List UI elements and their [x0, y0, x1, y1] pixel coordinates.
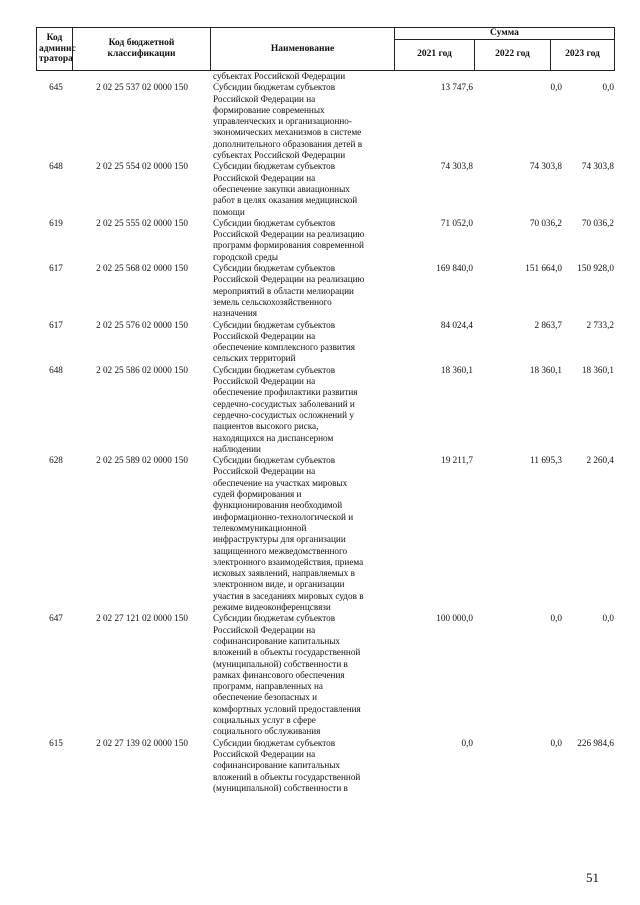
- admin-code: 648: [49, 364, 63, 375]
- item-name-line: обеспечение комплексного развития: [213, 342, 355, 353]
- item-name-line: социального обслуживания: [213, 726, 321, 737]
- item-name-line: защищенного межведомственного: [213, 545, 348, 556]
- item-name-line: софинансирование капитальных: [213, 760, 340, 771]
- item-name-line: наблюдении: [213, 443, 261, 454]
- header-kbk: Код бюджетной классификации: [73, 28, 211, 71]
- item-name-line: электронном виде, и организации: [213, 579, 345, 590]
- value-2022: 74 303,8: [529, 161, 562, 172]
- item-name-line: функционирования необходимой: [213, 500, 343, 511]
- admin-code: 619: [49, 217, 63, 228]
- item-name-line: телекоммуникационной: [213, 522, 307, 533]
- item-name-line: пациентов высокого риска,: [213, 421, 319, 432]
- item-name-line: обеспечение закупки авиационных: [213, 183, 350, 194]
- table-row: [36, 365, 614, 455]
- value-2022: 70 036,2: [529, 217, 562, 228]
- header-year-2022: 2022 год: [475, 39, 551, 70]
- item-name-line: Российской Федерации на: [213, 172, 316, 183]
- value-2021: 169 840,0: [436, 263, 473, 274]
- item-name-line: программ формирования современной: [213, 240, 364, 251]
- header-sum: Сумма: [395, 28, 615, 40]
- value-2021: 84 024,4: [440, 319, 473, 330]
- value-2022: 2 863,7: [534, 319, 562, 330]
- table-row: [36, 218, 614, 263]
- admin-code: 645: [49, 82, 63, 93]
- admin-code: 648: [49, 161, 63, 172]
- item-name-line: обеспечение профилактики развития: [213, 387, 358, 398]
- admin-code: 628: [49, 455, 63, 466]
- item-name: [213, 218, 391, 263]
- item-name-line: программ, направленных на: [213, 681, 323, 692]
- item-name-line: социальных услуг в сфере: [213, 715, 316, 726]
- budget-code: 2 02 25 568 02 0000 150: [96, 263, 188, 274]
- item-name-line: управленческих и организационно-: [213, 116, 352, 127]
- item-name-line: (муниципальной) собственности в: [213, 658, 348, 669]
- item-name: [213, 320, 391, 365]
- item-name-line: режиме видеоконференцсвязи: [213, 602, 331, 613]
- table-row: [36, 738, 614, 795]
- item-name-line: Российской Федерации на: [213, 748, 316, 759]
- item-name-line: Субсидии бюджетам субъектов: [213, 455, 336, 466]
- item-name-line: участия в заседаниях мировых судов в: [213, 590, 364, 601]
- item-name-line: сельских территорий: [213, 353, 296, 364]
- value-2023: 0,0: [602, 82, 614, 93]
- value-2022: 18 360,1: [529, 364, 562, 375]
- value-2022: 11 695,3: [530, 455, 562, 466]
- item-name-line: работ в целях оказания медицинской: [213, 195, 358, 206]
- budget-code: 2 02 25 589 02 0000 150: [96, 455, 188, 466]
- item-name-line: информационно-технологической и: [213, 511, 354, 522]
- value-2023: 70 036,2: [581, 217, 614, 228]
- value-2023: 74 303,8: [581, 161, 614, 172]
- item-name-line: субъектах Российской Федерации: [213, 150, 346, 161]
- value-2022: 0,0: [550, 737, 562, 748]
- value-2022: 0,0: [550, 613, 562, 624]
- admin-code: 617: [49, 263, 63, 274]
- header-name: Наименование: [211, 28, 395, 71]
- admin-code: 615: [49, 737, 63, 748]
- table-row: [36, 82, 614, 161]
- budget-code: 2 02 25 586 02 0000 150: [96, 364, 188, 375]
- item-name-line: (муниципальной) собственности в: [213, 782, 348, 793]
- value-2023: 2 260,4: [586, 455, 614, 466]
- value-2021: 19 211,7: [441, 455, 473, 466]
- item-name-line: исковых заявлений, направляемых в: [213, 568, 355, 579]
- item-name-line: обеспечение на участках мировых: [213, 477, 348, 488]
- value-2021: 13 747,6: [440, 82, 473, 93]
- value-2022: 151 664,0: [525, 263, 562, 274]
- item-name-line: дополнительного образования детей в: [213, 138, 363, 149]
- item-name-line: Субсидии бюджетам субъектов: [213, 82, 336, 93]
- continuation-line: субъектах Российской Федерации: [213, 71, 346, 81]
- item-name-line: Субсидии бюджетам субъектов: [213, 217, 336, 228]
- item-name-line: находящихся на диспансерном: [213, 432, 334, 443]
- page-number: 51: [586, 870, 599, 885]
- item-name-line: Российской Федерации на: [213, 93, 316, 104]
- item-name-line: сердечно-сосудистых осложнений у: [213, 409, 354, 420]
- budget-code: 2 02 25 537 02 0000 150: [96, 82, 188, 93]
- item-name: [213, 161, 391, 217]
- item-name-line: земель сельскохозяйственного: [213, 296, 332, 307]
- item-name: [213, 365, 391, 455]
- item-name-line: Субсидии бюджетам субъектов: [213, 364, 336, 375]
- item-name-line: экономических механизмов в системе: [213, 127, 362, 138]
- header-year-2023: 2023 год: [551, 39, 615, 70]
- value-2022: 0,0: [550, 82, 562, 93]
- item-name-line: электронного взаимодействия, приема: [213, 556, 364, 567]
- item-name-line: сердечно-сосудистых заболеваний и: [213, 398, 355, 409]
- budget-code: 2 02 27 139 02 0000 150: [96, 737, 188, 748]
- item-name: [213, 82, 391, 161]
- item-name-line: назначения: [213, 308, 258, 319]
- item-name-line: Субсидии бюджетам субъектов: [213, 319, 336, 330]
- item-name-line: Российской Федерации на: [213, 624, 316, 635]
- item-name-line: Российской Федерации на: [213, 466, 316, 477]
- value-2021: 100 000,0: [436, 613, 473, 624]
- item-name-line: вложений в объекты государственной: [213, 771, 361, 782]
- value-2023: 0,0: [602, 613, 614, 624]
- value-2023: 2 733,2: [586, 319, 614, 330]
- item-name-line: инфраструктуры для организации: [213, 534, 346, 545]
- continuation-text: [213, 71, 391, 82]
- value-2023: 150 928,0: [577, 263, 614, 274]
- item-name-line: софинансирование капитальных: [213, 635, 340, 646]
- item-name: [213, 455, 391, 613]
- value-2023: 18 360,1: [581, 364, 614, 375]
- budget-code: 2 02 25 576 02 0000 150: [96, 319, 188, 330]
- table-row: [36, 320, 614, 365]
- item-name-line: мероприятий в области мелиорации: [213, 285, 354, 296]
- item-name-line: Российской Федерации на: [213, 330, 316, 341]
- item-name-line: Субсидии бюджетам субъектов: [213, 263, 336, 274]
- item-name-line: судей формирования и: [213, 489, 302, 500]
- table-row: [36, 161, 614, 218]
- item-name-line: Субсидии бюджетам субъектов: [213, 613, 336, 624]
- item-name: [213, 263, 391, 319]
- item-name-line: формирование современных: [213, 104, 325, 115]
- item-name: [213, 738, 391, 794]
- budget-code: 2 02 25 555 02 0000 150: [96, 217, 188, 228]
- value-2023: 226 984,6: [577, 737, 614, 748]
- item-name-line: рамках финансового обеспечения: [213, 669, 345, 680]
- table-row: [36, 455, 614, 613]
- value-2021: 18 360,1: [440, 364, 473, 375]
- value-2021: 71 052,0: [440, 217, 473, 228]
- admin-code: 617: [49, 319, 63, 330]
- budget-code: 2 02 25 554 02 0000 150: [96, 161, 188, 172]
- item-name-line: обеспечение безопасных и: [213, 692, 318, 703]
- header-admin: Код админис тратора: [37, 28, 73, 71]
- item-name-line: Субсидии бюджетам субъектов: [213, 161, 336, 172]
- table-row: [36, 263, 614, 320]
- item-name-line: комфортных условий предоставления: [213, 703, 361, 714]
- item-name-line: помощи: [213, 206, 245, 217]
- item-name-line: Российской Федерации на реализацию: [213, 274, 365, 285]
- item-name-line: Российской Федерации на: [213, 376, 316, 387]
- item-name-line: Субсидии бюджетам субъектов: [213, 737, 336, 748]
- admin-code: 647: [49, 613, 63, 624]
- item-name: [213, 613, 391, 737]
- item-name-line: городской среды: [213, 251, 279, 262]
- table-row: [36, 613, 614, 737]
- item-name-line: вложений в объекты государственной: [213, 647, 361, 658]
- item-name-line: Российской Федерации на реализацию: [213, 229, 365, 240]
- value-2021: 0,0: [461, 737, 473, 748]
- budget-code: 2 02 27 121 02 0000 150: [96, 613, 188, 624]
- table-header: [36, 27, 615, 71]
- header-year-2021: 2021 год: [395, 39, 475, 70]
- value-2021: 74 303,8: [440, 161, 473, 172]
